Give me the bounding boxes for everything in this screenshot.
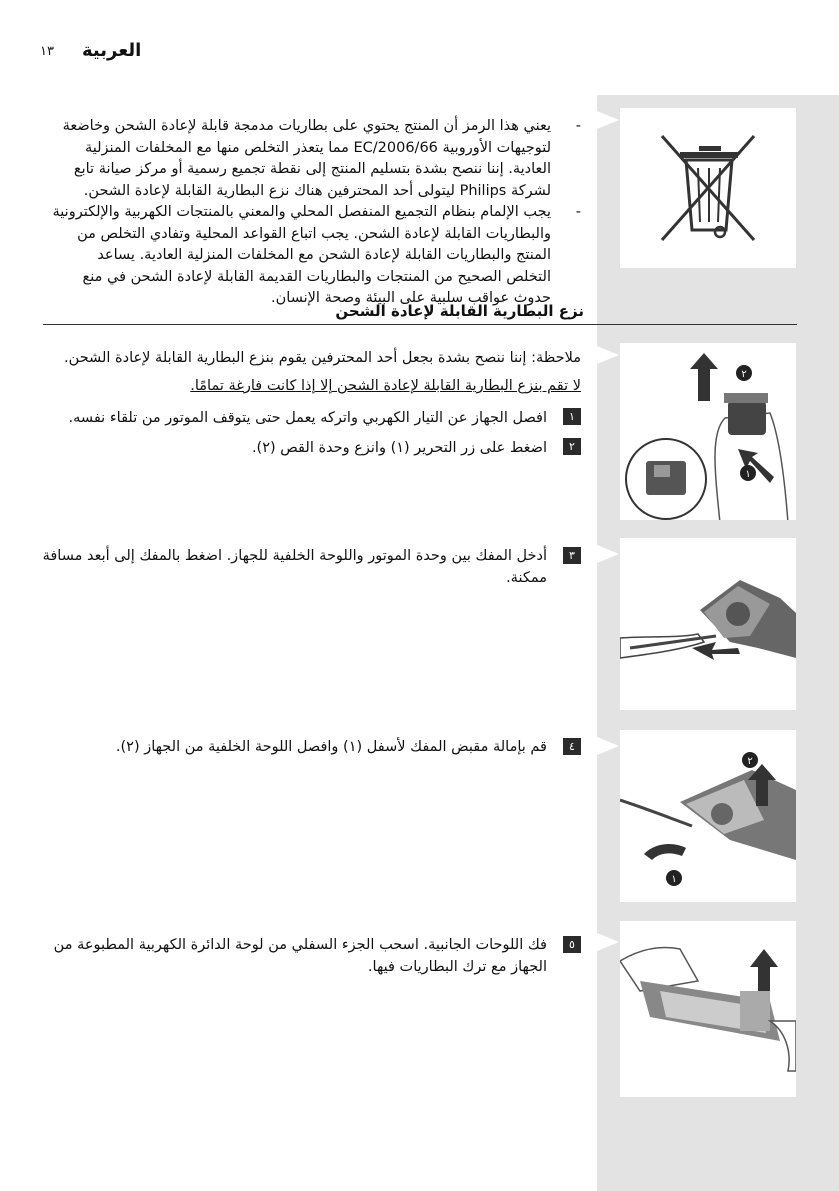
svg-text:١: ١ (745, 469, 751, 480)
figure-remove-back-panel (620, 730, 796, 902)
step-1: ١ افصل الجهاز عن التيار الكهربي واتركه يعمل حتى يتوقف الموتور من تلقاء نفسه. (41, 406, 581, 430)
list-item: - يجب الإلمام بنظام التجميع المنفصل المحلي والمعني بالمنتجات الكهربية والإلكترونية والبطاريات القابلة لإعادة الشحن. يجب اتباع القواعد المحلية وتفادي التخلص من المنتج والبطاريات القابلة لإعادة الشحن مع المخلفات المنزلية العادية. يساعد التخلص الصحيح من المنتجات والبطاريات القديمة القابلة لإعادة الشحن في منع حدوث عواقب سلبية على البيئة وصحة الإنسان. (52, 204, 581, 306)
notch-4 (597, 737, 619, 755)
step-number-badge: ٥ (563, 936, 581, 953)
warning-text: لا تقم بنزع البطارية القابلة لإعادة الشحن إلا إذا كانت فارغة تمامًا. (190, 378, 581, 394)
svg-text:١: ١ (671, 874, 677, 885)
step-3-block (41, 545, 581, 595)
battery-removal-intro (41, 346, 581, 466)
step-5-block (41, 934, 581, 984)
crossed-bin-icon (620, 108, 796, 268)
step-3: ٣ أدخل المفك بين وحدة الموتور واللوحة الخلفية للجهاز. اضغط بالمفك إلى أبعد مسافة ممكنة. (41, 545, 581, 589)
step-5: ٥ فك اللوحات الجانبية. اسحب الجزء السفلي من لوحة الدائرة الكهربية المطبوعة من الجهاز مع ترك البطاريات فيها. (41, 934, 581, 978)
svg-text:٢: ٢ (741, 369, 747, 380)
step-number-badge: ٤ (563, 738, 581, 755)
notch-1 (597, 111, 619, 129)
step-number-badge: ١ (563, 408, 581, 425)
section-heading: نزع البطارية القابلة لإعادة الشحن (335, 302, 584, 320)
note-text: ملاحظة: إننا ننصح بشدة بجعل أحد المحترفين يقوم بنزع البطارية القابلة لإعادة الشحن. (64, 350, 581, 366)
svg-text:٢: ٢ (747, 756, 753, 767)
step-2: ٢ اضغط على زر التحرير (١) وانزع وحدة القص (٢). (41, 436, 581, 460)
notch-2 (597, 346, 619, 364)
page-title: العربية (82, 40, 142, 61)
arrow-rotate-icon (644, 844, 686, 860)
figure-pull-out-pcb (620, 921, 796, 1097)
list-item: - يعني هذا الرمز أن المنتج يحتوي على بطاريات مدمجة قابلة لإعادة الشحن وخاضعة لتوجيهات الأوروبية 2006/66/EC مما يتعذر التخلص منها مع المخلفات المنزلية العادية. إننا ننصح بشدة بتسليم المنتج إلى نقطة تجميع رسمية أو مركز صيانة تابع لشركة Philips ليتولى أحد المحترفين هناك نزع البطارية القابلة لإعادة الشحن. (62, 118, 581, 199)
step-4: ٤ قم بإمالة مقبض المفك لأسفل (١) وافصل اللوحة الخلفية من الجهاز (٢). (41, 736, 581, 758)
step-4-block (41, 736, 581, 764)
recycle-bin-figure (620, 108, 796, 268)
notch-3 (597, 545, 619, 563)
notch-5 (597, 933, 619, 951)
figure-insert-screwdriver (620, 538, 796, 710)
figure-remove-cutting-unit (620, 343, 796, 520)
page-number: ١٣ (40, 44, 54, 59)
section-divider (43, 324, 797, 325)
arrow-up-icon (750, 949, 778, 991)
step-number-badge: ٣ (563, 547, 581, 564)
disposal-info (51, 116, 581, 310)
arrow-up-icon (690, 353, 718, 401)
step-number-badge: ٢ (563, 438, 581, 455)
arrow-left-icon (692, 642, 740, 660)
